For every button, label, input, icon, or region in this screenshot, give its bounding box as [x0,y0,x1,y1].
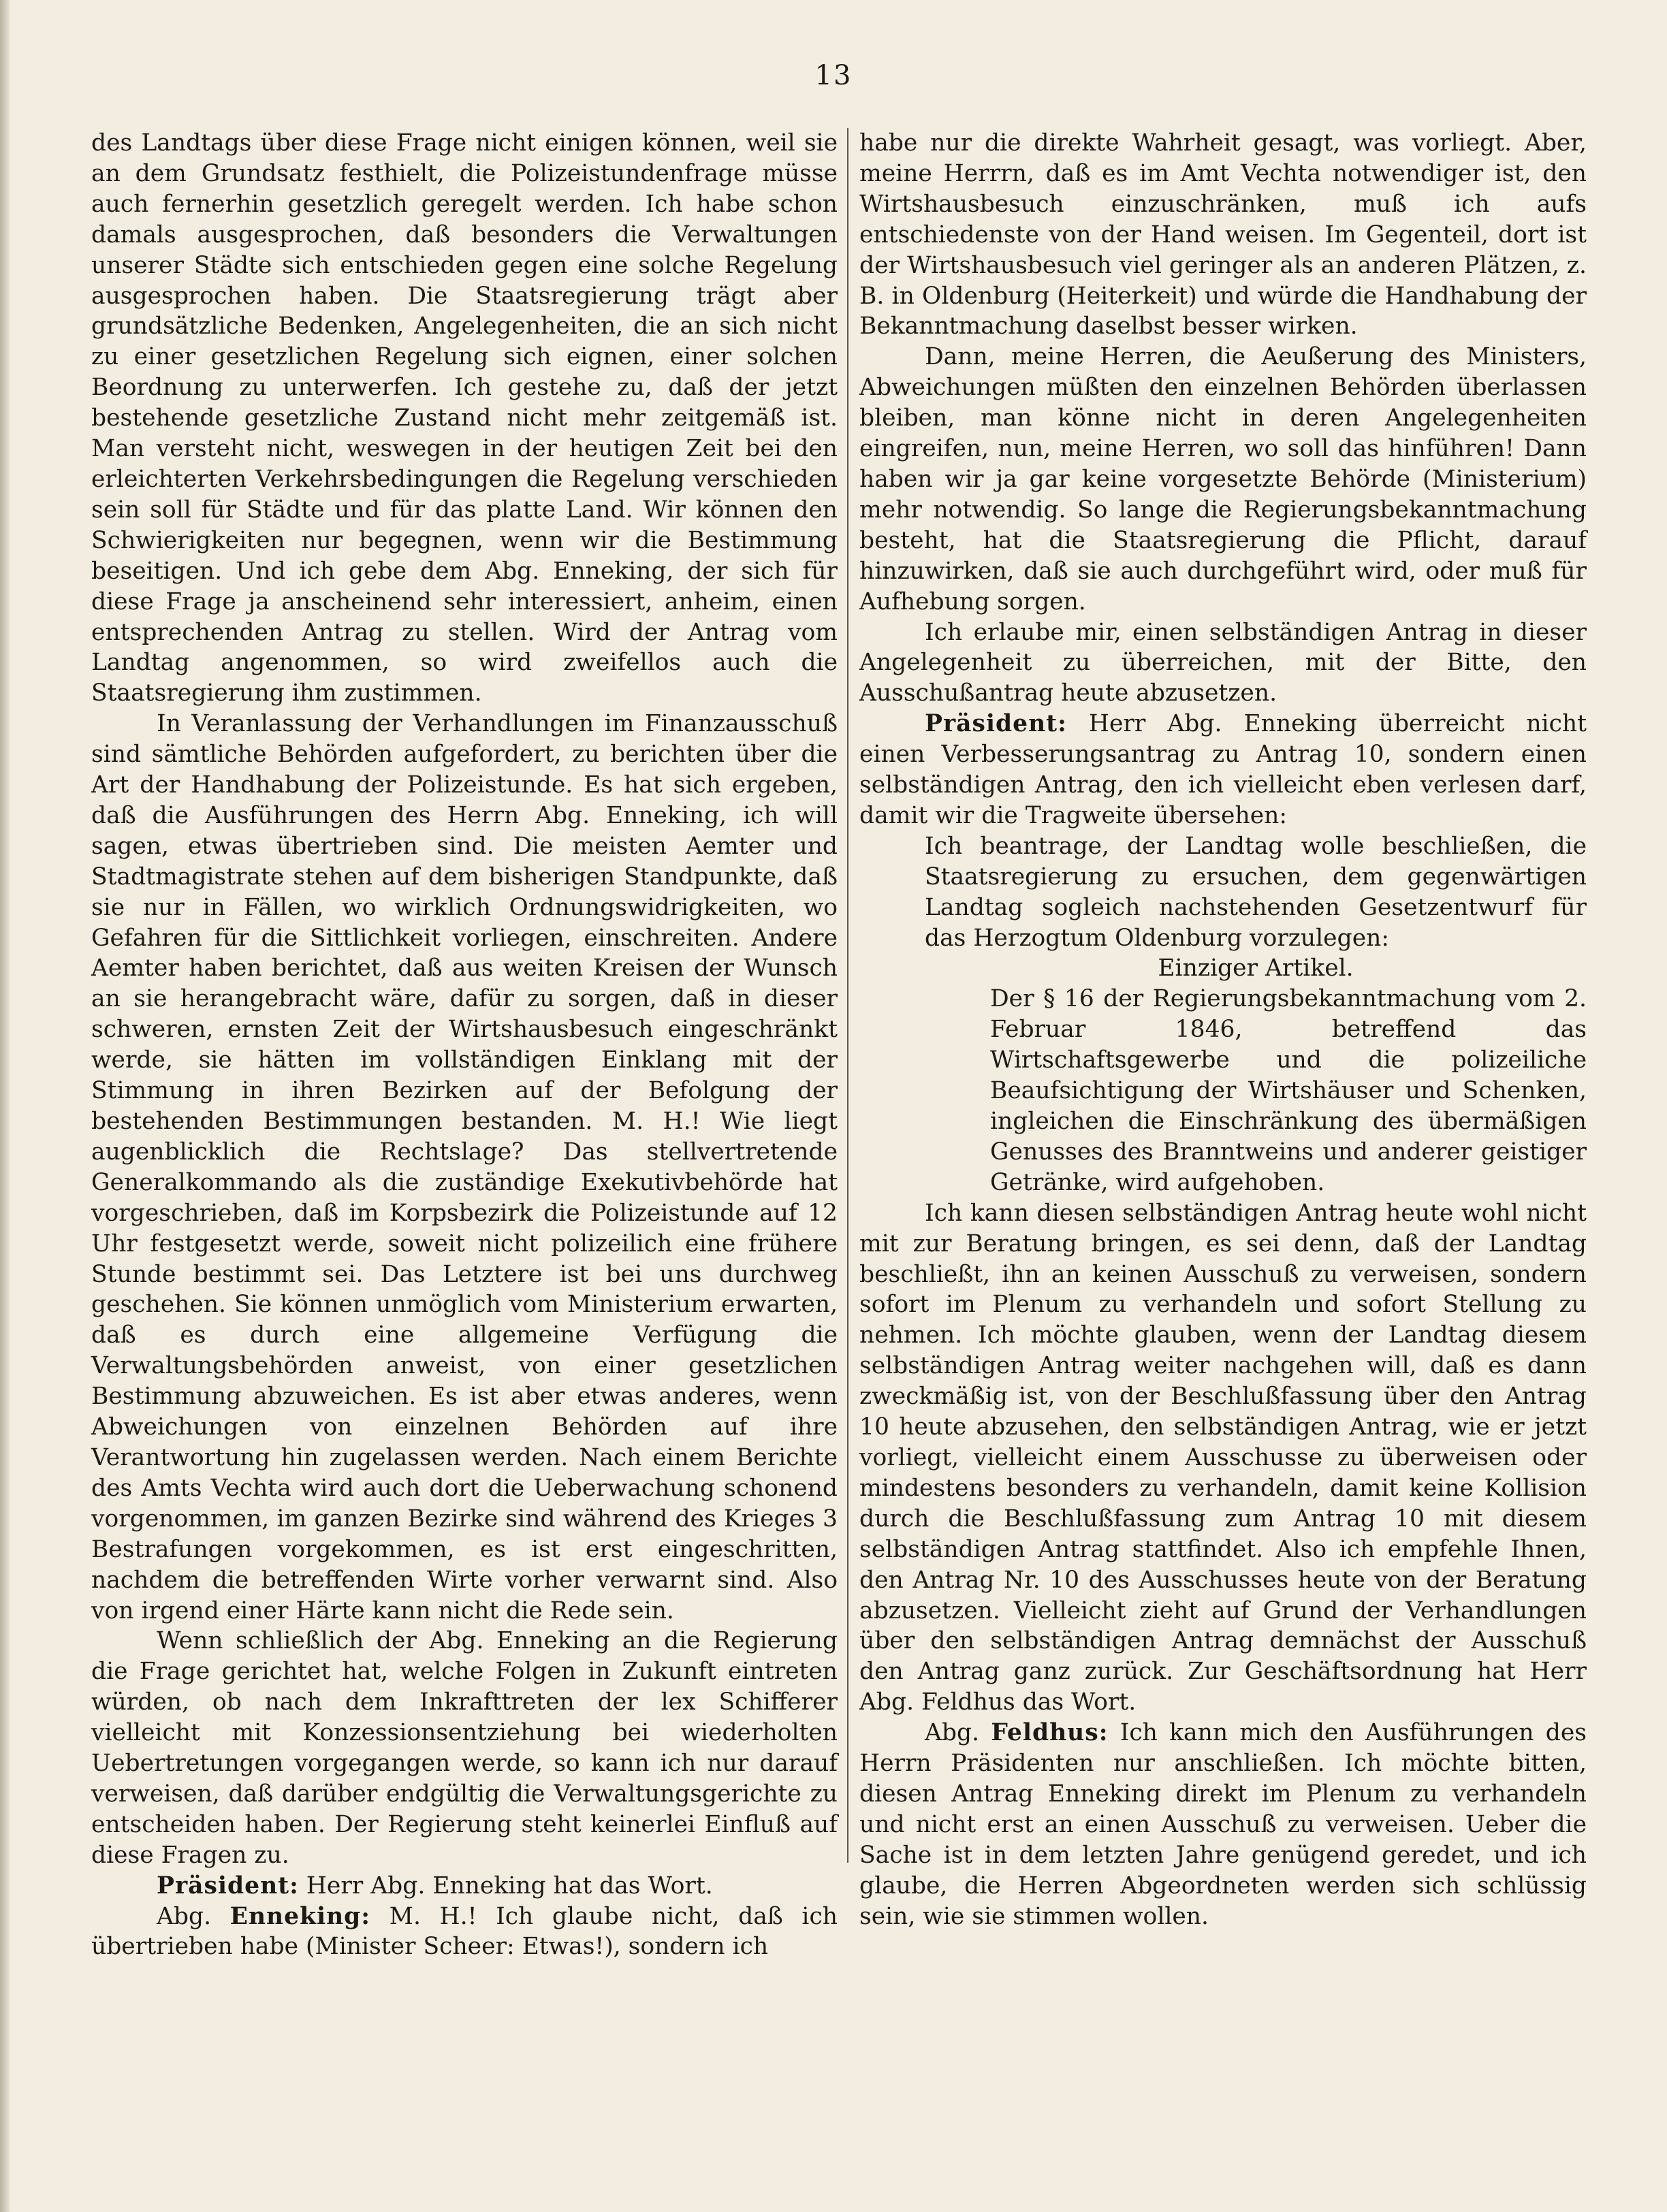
speech-text: Herr Abg. Enneking hat das Wort. [298,1872,713,1900]
speaker-prefix: Abg. [157,1902,230,1930]
speech-feldhus [859,1718,1587,1932]
paragraph: des Landtags über diese Frage nicht einigen können, weil sie an dem Grundsatz festhielt, die Polizeistundenfrage müsse auch fernerhin gesetzlich geregelt werden. Ich habe schon damals ausgesprochen, daß besonders die Verwaltungen unserer Städte sich entschieden gegen eine solche Regelung ausgesprochen haben. Die Staatsregierung trägt aber grundsätzliche Bedenken, Angelegenheiten, die an sich nicht zu einer gesetzlichen Regelung sich eignen, einer solchen Beordnung zu unterwerfen. Ich gestehe zu, daß der jetzt bestehende gesetzliche Zustand nicht mehr zeitgemäß ist. Man versteht nicht, weswegen in der heutigen Zeit bei den erleichterten Verkehrsbedingungen die Regelung verschieden sein soll für Städte und für das platte Land. Wir können den Schwierigkeiten nur begegnen, wenn wir die Bestimmung beseitigen. Und ich gebe dem Abg. Enneking, der sich für diese Frage ja anscheinend sehr interessiert, anheim, einen entsprechenden Antrag zu stellen. Wird der Antrag vom Landtag angenommen, so wird zweifellos auch die Staatsregierung ihm zustimmen. [91,129,838,707]
article-title: Einziger Artikel. [1158,955,1354,982]
right-column [859,128,1587,1932]
left-column [91,128,838,1962]
speech-president [91,1871,838,1902]
paragraph: Ich erlaube mir, einen selbständigen Antrag in dieser Angelegenheit zu überreichen, mit der Bitte, den Ausschußantrag heute abzusetzen. [859,618,1587,707]
paragraph: In Veranlassung der Verhandlungen im Finanzausschuß sind sämtliche Behörden aufgefordert, zu berichten über die Art der Handhabung der Polizeistunde. Es hat sich ergeben, daß die Ausführungen des Herrn Abg. Enneking, ich will sagen, etwas übertrieben sind. Die meisten Aemter und Stadtmagistrate stehen auf dem bisherigen Standpunkte, daß sie nur in Fällen, wo wirklich Ordnungswidrigkeiten, wo Gefahren für die Sittlichkeit vorliegen, einschreiten. Andere Aemter haben berichtet, daß aus weiten Kreisen der Wunsch an sie herangebracht wäre, dafür zu sorgen, daß in dieser schweren, ernsten Zeit der Wirtshausbesuch eingeschränkt werde, sie hätten im vollständigen Einklang mit der Stimmung in ihren Bezirken auf der Befolgung der bestehenden Bestimmungen bestanden. M. H.! Wie liegt augenblicklich die Rechtslage? Das stellvertretende Generalkommando als die zuständige Exekutivbehörde hat vorgeschrieben, daß im Korpsbezirk die Polizeistunde auf 12 Uhr festgesetzt werde, soweit nicht polizeilich eine frühere Stunde bestimmt sei. Das Letztere ist bei uns durchweg geschehen. Sie können unmöglich vom Ministerium erwarten, daß es durch eine allgemeine Verfügung die Verwaltungsbehörden anweist, von einer gesetzlichen Bestimmung abzuweichen. Es ist aber etwas anderes, wenn Abweichungen von einzelnen Behörden auf ihre Verantwortung hin zugelassen werden. Nach einem Berichte des Amts Vechta wird auch dort die Ueberwachung schonend vorgenommen, im ganzen Bezirke sind während des Krieges 3 Bestrafungen vorgekommen, es ist erst eingeschritten, nachdem die betreffenden Wirte vorher verwarnt sind. Also von irgend einer Härte kann nicht die Rede sein. [91,710,838,1624]
speech-text: Ich kann mich den Ausführungen des Herrn Präsidenten nur anschließen. Ich möchte bitten, diesen Antrag Enneking direkt im Plenum zu verhandeln und nicht erst an einen Ausschuß zu verweisen. Ueber die Sache ist in dem letzten Jahre genügend geredet, und ich glaube, die Herren Abgeordneten werden sich schlüssig sein, wie sie stimmen wollen. [859,1719,1587,1930]
speech-text: M. H.! Ich glaube nicht, daß ich übertrieben habe (Minister Scheer: Etwas!), sondern ich [91,1902,838,1961]
column-divider [847,128,848,1863]
paragraph: Wenn schließlich der Abg. Enneking an die Regierung die Frage gerichtet hat, welche Folgen in Zukunft eintreten würden, ob nach dem Inkrafttreten der lex Schifferer vielleicht mit Konzessionsentziehung bei wiederholten Uebertretungen vorgegangen werde, so kann ich nur darauf verweisen, daß darüber endgültig die Verwaltungsgerichte zu entscheiden haben. Der Regierung steht keinerlei Einfluß auf diese Fragen zu. [91,1627,838,1869]
article-text: Der § 16 der Regierungsbekanntmachung vom 2. Februar 1846, betreffend das Wirtschaftsgewerbe und die polizeiliche Beaufsichtigung der Wirtshäuser und Schenken, ingleichen die Einschränkung des übermäßigen Genusses des Branntweins und anderer geistiger Getränke, wird aufgehoben. [990,985,1587,1196]
page-binding-edge [0,0,10,2212]
speaker-name: Feldhus: [991,1719,1109,1747]
speaker-prefix: Abg. [925,1719,991,1747]
speaker-name: Enneking: [229,1902,371,1930]
speaker-name: Präsident: [157,1872,299,1900]
paragraph: Ich kann diesen selbständigen Antrag heute wohl nicht mit zur Beratung bringen, es sei denn, daß der Landtag beschließt, ihn an keinen Ausschuß zu verweisen, sondern sofort im Plenum zu verhandeln und sofort Stellung zu nehmen. Ich möchte glauben, wenn der Landtag diesem selbständigen Antrag weiter nachgehen will, daß es dann zweckmäßig ist, von der Beschlußfassung über den Antrag 10 heute abzusehen, den selbständigen Antrag, wie er jetzt vorliegt, vielleicht einem Ausschusse zu überweisen oder mindestens besonders zu verhandeln, damit keine Kollision durch die Beschlußfassung zum Antrag 10 mit diesem selbständigen Antrag stattfindet. Also ich empfehle Ihnen, den Antrag Nr. 10 des Ausschusses heute von der Beratung abzusetzen. Vielleicht zieht auf Grund der Verhandlungen über den selbständigen Antrag demnächst der Ausschuß den Antrag ganz zurück. Zur Geschäftsordnung hat Herr Abg. Feldhus das Wort. [859,1199,1587,1716]
speech-enneking [91,1902,838,1963]
page-number: 13 [814,60,853,91]
motion-quote: Ich beantrage, der Landtag wolle beschließen, die Staatsregierung zu ersuchen, dem gegenwärtigen Landtag sogleich nachstehenden Gesetzentwurf für das Herzogtum Oldenburg vorzulegen: [925,832,1587,952]
speaker-name: Präsident: [925,710,1067,738]
speech-president [859,709,1587,831]
speech-text: Herr Abg. Enneking überreicht nicht einen Verbesserungsantrag zu Antrag 10, sondern einen selbständigen Antrag, den ich vielleicht eben verlesen darf, damit wir die Tragweite übersehen: [859,710,1587,829]
paragraph: Dann, meine Herren, die Aeußerung des Ministers, Abweichungen müßten den einzelnen Behörden überlassen bleiben, man könne nicht in deren Angelegenheiten eingreifen, nun, meine Herren, wo soll das hinführen! Dann haben wir ja gar keine vorgesetzte Behörde (Ministerium) mehr notwendig. So lange die Regierungsbekanntmachung besteht, hat die Staatsregierung die Pflicht, darauf hinzuwirken, daß sie auch durchgeführt wird, oder muß für Aufhebung sorgen. [859,343,1587,615]
paragraph: habe nur die direkte Wahrheit gesagt, was vorliegt. Aber, meine Herrrn, daß es im Amt Vechta notwendiger ist, den Wirtshausbesuch einzuschränken, muß ich aufs entschiedenste von der Hand weisen. Im Gegenteil, dort ist der Wirtshausbesuch viel geringer als an anderen Plätzen, z. B. in Oldenburg (Heiterkeit) und würde die Handhabung der Bekanntmachung daselbst besser wirken. [859,129,1587,340]
